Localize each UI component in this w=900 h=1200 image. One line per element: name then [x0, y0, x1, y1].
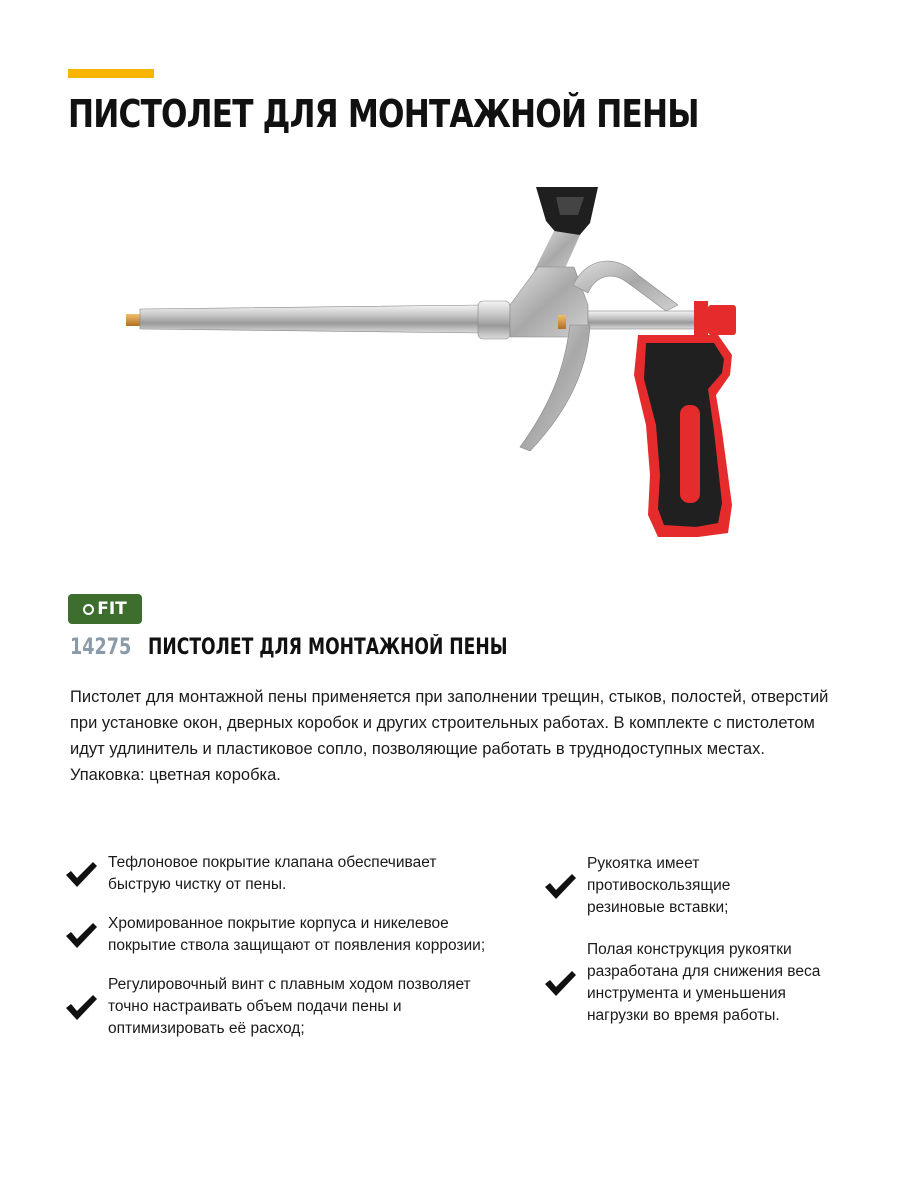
feature-item [543, 939, 863, 1027]
checkmark-icon [64, 859, 98, 889]
features-list-left [64, 852, 524, 1057]
brand-logo [68, 594, 142, 624]
feature-text: Полая конструкция рукоятки разработана для снижения веса инструмента и уменьшения нагрузки во время работы. [587, 941, 821, 1024]
logo-circle-icon [83, 604, 94, 615]
foam-gun-image [118, 175, 758, 555]
feature-item [64, 913, 524, 957]
checkmark-icon [543, 968, 577, 998]
feature-item [543, 853, 863, 919]
checkmark-icon [64, 920, 98, 950]
accent-bar [68, 69, 154, 78]
checkmark-icon [543, 871, 577, 901]
brand-logo-text: FIT [97, 599, 127, 619]
product-sku: 14275 [70, 635, 132, 660]
product-description: Пистолет для монтажной пены применяется при заполнении трещин, стыков, полостей, отверстий при установке окон, дверных коробок и других строительных работах. В комплекте с пистолетом идут удлинитель и пластиковое сопло, позволяющие работать в труднодоступных местах. Упаковка: цветная коробка. [70, 688, 829, 784]
feature-text: Рукоятка имеет противоскользящие резиновые вставки; [587, 855, 731, 916]
feature-item [64, 974, 524, 1040]
product-name: ПИСТОЛЕТ ДЛЯ МОНТАЖНОЙ ПЕНЫ [148, 635, 508, 660]
checkmark-icon [64, 992, 98, 1022]
feature-text: Тефлоновое покрытие клапана обеспечивает быструю чистку от пены. [108, 854, 437, 893]
feature-item [64, 852, 524, 896]
feature-text: Регулировочный винт с плавным ходом позволяет точно настраивать объем подачи пены и оптимизировать её расход; [108, 976, 471, 1037]
page-title: ПИСТОЛЕТ ДЛЯ МОНТАЖНОЙ ПЕНЫ [68, 92, 699, 136]
features-list-right [543, 853, 863, 1047]
feature-text: Хромированное покрытие корпуса и никелевое покрытие ствола защищают от появления коррозии; [108, 915, 486, 954]
